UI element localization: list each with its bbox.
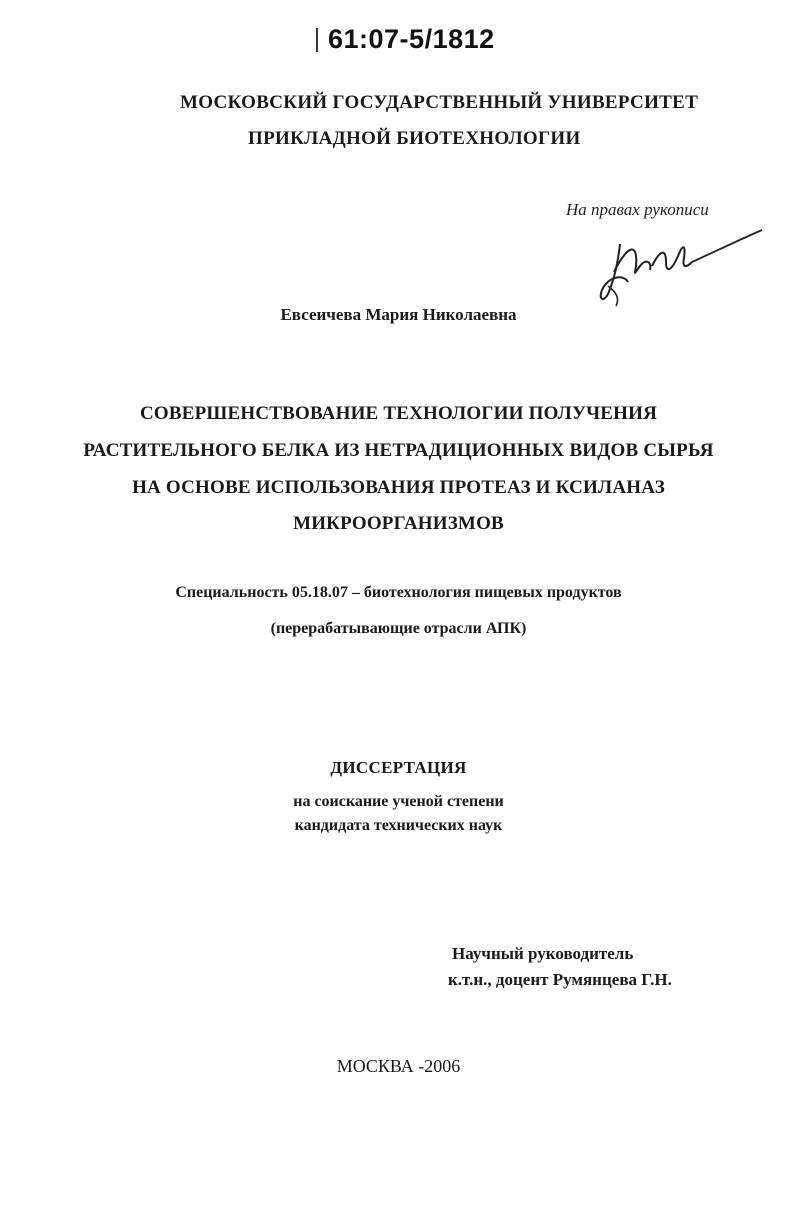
archive-code: 61:07-5/1812 (328, 24, 495, 54)
author-name: Евсеичева Мария Николаевна (280, 305, 517, 324)
manuscript-rights: На правах рукописи (566, 200, 709, 219)
dissertation-heading: ДИССЕРТАЦИЯ (330, 758, 467, 777)
title-line-4: МИКРООРГАНИЗМОВ (293, 513, 504, 534)
supervisor-label: Научный руководитель (452, 944, 634, 963)
title-line-2: РАСТИТЕЛЬНОГО БЕЛКА ИЗ НЕТРАДИЦИОННЫХ ВИДОВ СЫРЬЯ (83, 440, 714, 461)
supervisor-name: к.т.н., доцент Румянцева Г.Н. (448, 970, 672, 989)
degree-line-1: на соискание ученой степени (293, 793, 504, 810)
stamp-bar (316, 28, 318, 52)
title-line-1: СОВЕРШЕНСТВОВАНИЕ ТЕХНОЛОГИИ ПОЛУЧЕНИЯ (139, 403, 657, 424)
signature-image (594, 222, 764, 308)
university-line-2: ПРИКЛАДНОЙ БИОТЕХНОЛОГИИ (248, 128, 581, 149)
degree-line-2: кандидата технических наук (294, 817, 503, 834)
university-line-1: МОСКОВСКИЙ ГОСУДАРСТВЕННЫЙ УНИВЕРСИТЕТ (180, 92, 699, 113)
city-year: МОСКВА -2006 (336, 1056, 461, 1076)
specialty-line-2: (перерабатывающие отрасли АПК) (270, 620, 527, 637)
title-line-3: НА ОСНОВЕ ИСПОЛЬЗОВАНИЯ ПРОТЕАЗ И КСИЛАНАЗ (132, 477, 665, 498)
specialty-line-1: Специальность 05.18.07 – биотехнология пищевых продуктов (175, 584, 622, 601)
